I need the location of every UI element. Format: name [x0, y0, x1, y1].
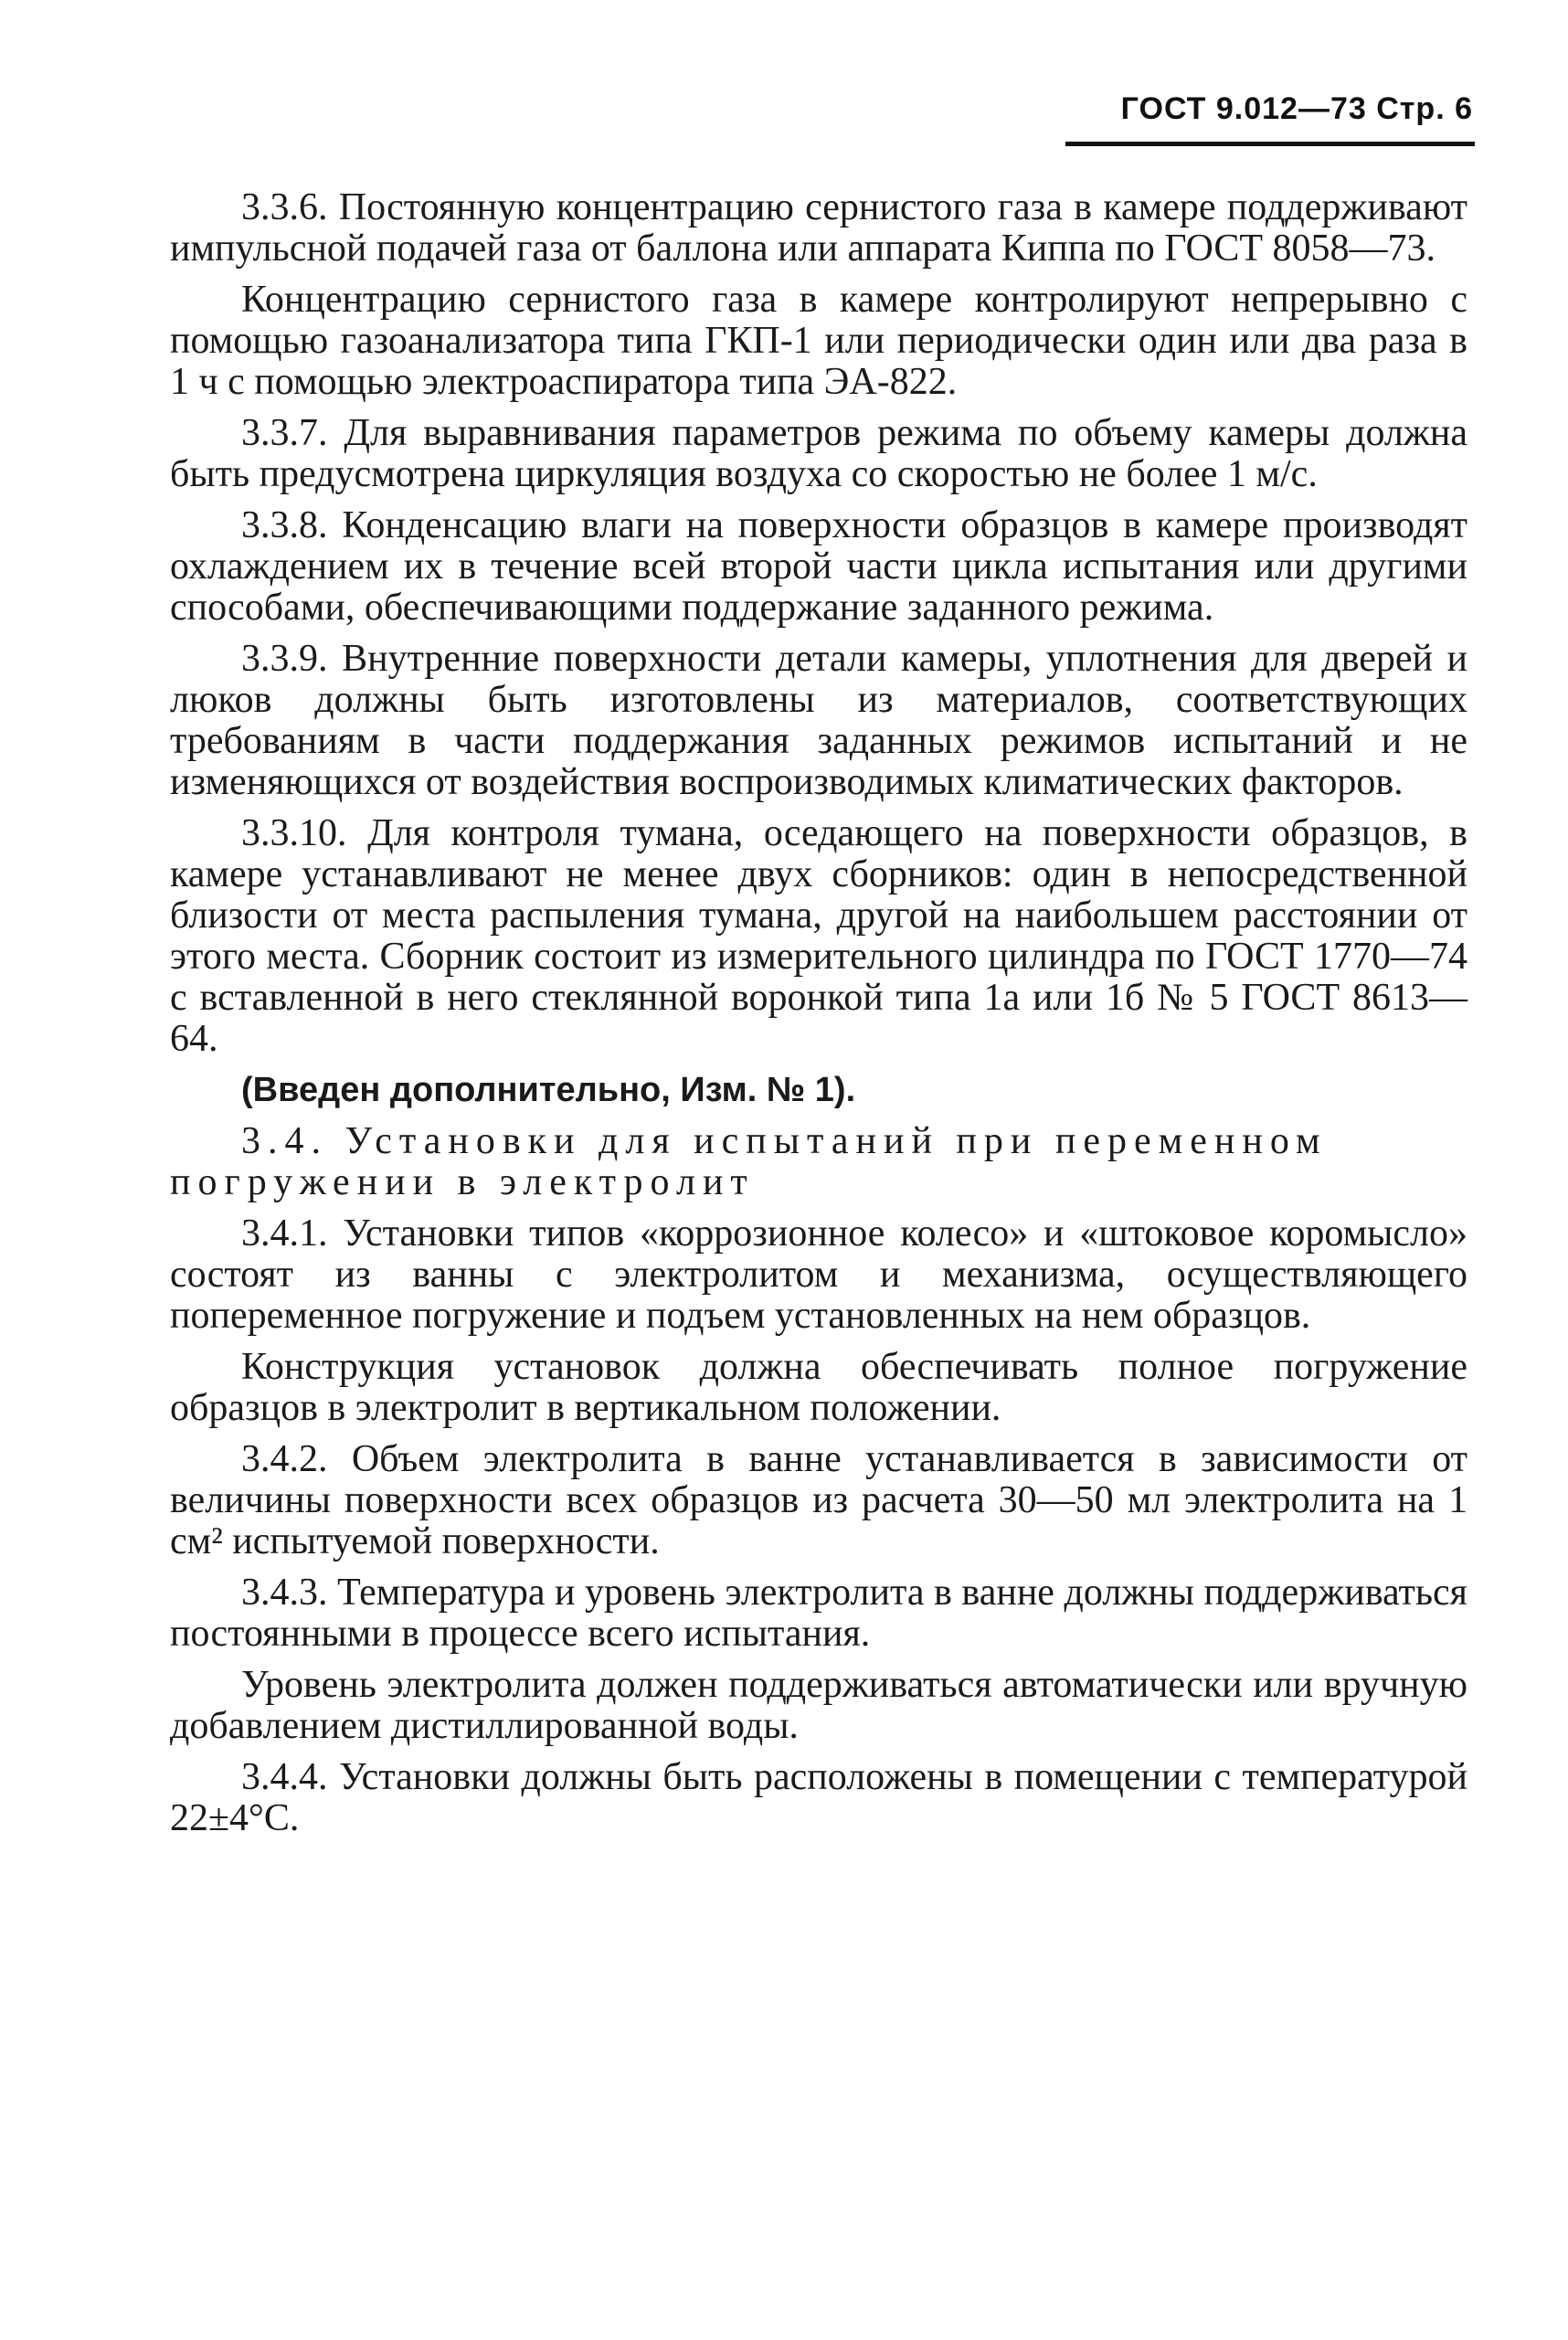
paragraph-3-3-7: 3.3.7. Для выравнивания параметров режима по объему камеры должна быть предусмотрена циркуляция воздуха со скоростью не более 1 м/с. — [170, 412, 1467, 495]
paragraph-level: Уровень электролита должен поддерживаться автоматически или вручную добавлением дистиллированной воды. — [170, 1664, 1467, 1747]
paragraph-3-3-8: 3.3.8. Конденсацию влаги на поверхности образцов в камере производят охлаждением их в течение всей второй части цикла испытания или другими способами, обеспечивающими поддержание заданного режима. — [170, 504, 1467, 629]
paragraph-3-4-4: 3.4.4. Установки должны быть расположены в помещении с температурой 22±4°С. — [170, 1756, 1467, 1839]
paragraph-3-4-2: 3.4.2. Объем электролита в ванне устанавливается в зависимости от величины поверхности всех образцов из расчета 30—50 мл электролита на 1 см² испытуемой поверхности. — [170, 1438, 1467, 1562]
amendment-note: (Введен дополнительно, Изм. № 1). — [241, 1071, 856, 1109]
header-rule — [1065, 142, 1475, 146]
page-header: ГОСТ 9.012—73 Стр. 6 — [1120, 91, 1473, 126]
section-heading-3-4: 3.4. Установки для испытаний при переменном погружении в электролит — [170, 1120, 1328, 1203]
paragraph-3-3-9: 3.3.9. Внутренние поверхности детали камеры, уплотнения для дверей и люков должны быть изготовлены из материалов, соответствующих требованиям в части поддержания заданных режимов испытаний и не изменяющихся от воздействия воспроизводимых климатических факторов. — [170, 638, 1467, 803]
document-body — [170, 187, 1467, 1849]
paragraph-3-4-1: 3.4.1. Установки типов «коррозионное колесо» и «штоковое коромысло» состоят из ванны с электролитом и механизма, осуществляющего попеременное погружение и подъем установленных на нем образцов. — [170, 1212, 1467, 1337]
paragraph-3-3-10: 3.3.10. Для контроля тумана, оседающего на поверхности образцов, в камере устанавливают не менее двух сборников: один в непосредственной близости от места распыления тумана, другой на наибольшем расстоянии от этого места. Сборник состоит из измерительного цилиндра по ГОСТ 1770—74 с вставленной в него стеклянной воронкой типа 1а или 1б № 5 ГОСТ 8613—64. — [170, 812, 1467, 1060]
paragraph-3-3-6: 3.3.6. Постоянную концентрацию сернистого газа в камере поддерживают импульсной подачей газа от баллона или аппарата Киппа по ГОСТ 8058—73. — [170, 186, 1467, 270]
paragraph-construction: Конструкция установок должна обеспечивать полное погружение образцов в электролит в вертикальном положении. — [170, 1346, 1467, 1429]
paragraph-3-4-3: 3.4.3. Температура и уровень электролита в ванне должны поддерживаться постоянными в процессе всего испытания. — [170, 1572, 1467, 1655]
paragraph-gas-control: Концентрацию сернистого газа в камере контролируют непрерывно с помощью газоанализатора типа ГКП-1 или периодически один или два раза в 1 ч с помощью электроаспиратора типа ЭА-822. — [170, 279, 1467, 403]
